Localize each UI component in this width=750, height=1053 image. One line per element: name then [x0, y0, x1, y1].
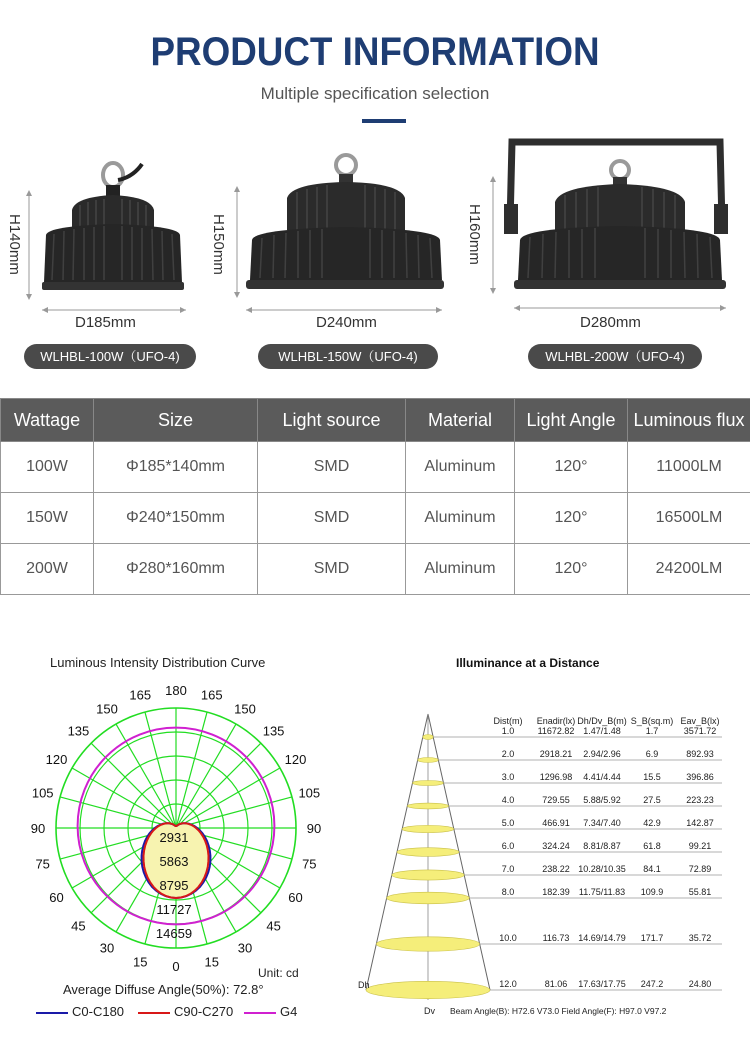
angle-label: 90	[30, 821, 46, 836]
angle-label: 105	[298, 785, 321, 801]
angle-label: 30	[99, 940, 115, 956]
illum-ellipse	[376, 937, 479, 951]
ring-value-label: 2931	[159, 830, 189, 845]
illum-cell: 17.63/17.75	[578, 979, 626, 989]
product-height-100w: H140mm	[6, 214, 23, 275]
angle-label: 135	[262, 723, 285, 739]
legend-swatch	[36, 1012, 68, 1014]
beam-angle-footer: Beam Angle(B): H72.6 V73.0 Field Angle(F): H97.0 V97.2	[450, 1006, 667, 1016]
dh-label: Dh	[358, 980, 370, 990]
product-height-150w: H150mm	[210, 214, 227, 275]
illum-cell: 8.0	[501, 887, 515, 897]
height-arrow-150w	[234, 186, 240, 298]
header-light-angle: Light Angle	[515, 399, 628, 442]
legend-item-c0: C0-C180	[36, 1004, 124, 1019]
angle-label: 120	[45, 752, 68, 767]
cell-material: Aluminum	[406, 442, 515, 493]
cell-size: Φ280*160mm	[94, 544, 258, 595]
cell-wattage: 200W	[1, 544, 94, 595]
legend-item-g4: G4	[244, 1004, 297, 1019]
product-image-150w	[242, 150, 447, 320]
polar-chart	[0, 680, 340, 980]
angle-label: 75	[302, 856, 317, 872]
cell-light-source: SMD	[258, 544, 406, 595]
cell-light-angle: 120°	[515, 442, 628, 493]
illum-cell: 5.0	[501, 818, 515, 828]
grid-spoke	[176, 768, 280, 828]
illum-ellipse	[397, 848, 459, 857]
table-row	[1, 544, 750, 595]
illum-cell: 4.0	[501, 795, 515, 805]
header-size: Size	[94, 399, 258, 442]
spec-table	[0, 398, 750, 595]
angle-label: 150	[96, 701, 118, 717]
illum-cell: 182.39	[542, 887, 570, 897]
angle-label: 60	[49, 890, 64, 905]
grid-spoke	[72, 768, 176, 828]
illum-cell: 3.0	[501, 772, 515, 782]
illum-cell: 10.28/10.35	[578, 864, 626, 874]
illum-cell: 1.47/1.48	[583, 726, 621, 736]
angle-label: 45	[266, 918, 281, 934]
legend-swatch	[244, 1012, 276, 1014]
product-height-200w: H160mm	[466, 204, 483, 265]
angle-label: 135	[67, 723, 90, 739]
illum-header: Dh/Dv_B(m)	[577, 716, 627, 726]
height-arrow-100w	[26, 190, 32, 300]
illum-cell: 109.9	[640, 887, 664, 897]
polar-average-angle: Average Diffuse Angle(50%): 72.8°	[63, 982, 264, 997]
legend-swatch	[138, 1012, 170, 1014]
angle-label: 150	[234, 701, 256, 717]
illum-cell: 2.94/2.96	[583, 749, 621, 759]
illum-cell: 72.89	[688, 864, 712, 874]
product-width-200w: D280mm	[580, 314, 641, 331]
illum-cell: 6.9	[645, 749, 659, 759]
cell-wattage: 150W	[1, 493, 94, 544]
illum-cell: 8.81/8.87	[583, 841, 621, 851]
illum-cell: 10.0	[499, 933, 517, 943]
cell-light-source: SMD	[258, 442, 406, 493]
illuminance-title: Illuminance at a Distance	[456, 656, 600, 670]
cell-luminous-flux: 24200LM	[628, 544, 750, 595]
header-light-source: Light source	[258, 399, 406, 442]
cell-wattage: 100W	[1, 442, 94, 493]
illum-cell: 24.80	[688, 979, 712, 989]
angle-label: 105	[31, 785, 54, 801]
cell-size: Φ240*150mm	[94, 493, 258, 544]
page-title: PRODUCT INFORMATION	[150, 30, 600, 74]
grid-spoke	[176, 743, 261, 828]
illum-cell: 142.87	[686, 818, 714, 828]
ring-value-label: 14659	[155, 926, 193, 941]
product-image-100w	[30, 150, 200, 320]
illum-cell: 11.75/11.83	[578, 887, 626, 897]
cell-light-angle: 120°	[515, 544, 628, 595]
angle-label: 60	[288, 890, 303, 905]
page-subtitle: Multiple specification selection	[260, 84, 490, 103]
product-model-150w: WLHBL-150W（UFO-4)	[258, 344, 438, 369]
angle-label: 90	[306, 821, 322, 836]
spec-table-header	[1, 399, 750, 442]
table-row	[1, 493, 750, 544]
illum-header: Eav_B(lx)	[680, 716, 720, 726]
illum-cell: 729.55	[542, 795, 570, 805]
grid-spoke	[176, 724, 236, 828]
illum-cell: 12.0	[499, 979, 517, 989]
angle-label: 165	[129, 687, 152, 703]
illum-cell: 11672.82	[537, 726, 575, 736]
illum-cell: 223.23	[686, 795, 714, 805]
illum-ellipse	[387, 892, 470, 904]
illum-cell: 55.81	[688, 887, 712, 897]
angle-label: 120	[284, 752, 307, 767]
height-arrow-200w	[490, 176, 496, 294]
illum-cell: 81.06	[544, 979, 568, 989]
table-row	[1, 442, 750, 493]
illum-cell: 99.21	[688, 841, 712, 851]
illum-cell: 2918.21	[539, 749, 573, 759]
angle-label: 15	[204, 954, 219, 970]
cell-size: Φ185*140mm	[94, 442, 258, 493]
illum-cell: 4.41/4.44	[583, 772, 621, 782]
illum-header: S_B(sq.m)	[630, 716, 674, 726]
illum-cell: 324.24	[542, 841, 570, 851]
grid-spoke	[116, 724, 176, 828]
illum-ellipse	[407, 803, 448, 809]
illum-cell: 2.0	[501, 749, 515, 759]
illum-cell: 27.5	[643, 795, 661, 805]
header-material: Material	[406, 399, 515, 442]
angle-label: 30	[237, 940, 253, 956]
ring-value-label: 5863	[159, 854, 189, 869]
grid-spoke	[91, 743, 176, 828]
illum-ellipse	[413, 781, 444, 786]
illum-ellipse	[392, 870, 464, 880]
cell-luminous-flux: 16500LM	[628, 493, 750, 544]
illum-cell: 3571.72	[683, 726, 717, 736]
angle-label: 75	[35, 856, 50, 872]
angle-label: 0	[172, 959, 180, 974]
cell-material: Aluminum	[406, 493, 515, 544]
dv-label: Dv	[424, 1006, 435, 1016]
illum-cell: 84.1	[643, 864, 661, 874]
product-width-100w: D185mm	[75, 314, 136, 331]
ring-value-label: 8795	[159, 878, 189, 893]
angle-label: 165	[200, 687, 223, 703]
polar-chart-title: Luminous Intensity Distribution Curve	[50, 655, 266, 670]
illum-cell: 892.93	[686, 749, 714, 759]
illum-cell: 42.9	[643, 818, 661, 828]
illum-cell: 35.72	[688, 933, 712, 943]
illum-cell: 238.22	[542, 864, 570, 874]
illum-cell: 1.0	[501, 726, 515, 736]
illum-header: Enadir(lx)	[536, 716, 576, 726]
product-model-200w: WLHBL-200W（UFO-4)	[528, 344, 702, 369]
cell-light-source: SMD	[258, 493, 406, 544]
product-image-200w	[500, 132, 732, 318]
illum-cell: 6.0	[501, 841, 515, 851]
product-width-150w: D240mm	[316, 314, 377, 331]
illum-ellipse	[402, 825, 454, 832]
illum-cell: 171.7	[640, 933, 664, 943]
header-wattage: Wattage	[1, 399, 94, 442]
illum-cell: 1296.98	[539, 772, 573, 782]
illum-cell: 7.0	[501, 864, 515, 874]
illum-cell: 61.8	[643, 841, 661, 851]
illum-ellipse	[366, 981, 490, 998]
angle-label: 15	[133, 954, 148, 970]
angle-label: 45	[71, 918, 86, 934]
illum-cell: 466.91	[542, 818, 570, 828]
illuminance-diagram	[350, 710, 746, 1020]
legend-item-c90: C90-C270	[138, 1004, 233, 1019]
cell-material: Aluminum	[406, 544, 515, 595]
angle-label: 180	[165, 683, 187, 698]
cell-luminous-flux: 11000LM	[628, 442, 750, 493]
polar-unit: Unit: cd	[258, 966, 299, 980]
illum-cell: 15.5	[643, 772, 661, 782]
illum-cell: 1.7	[645, 726, 659, 736]
illum-cell: 247.2	[640, 979, 664, 989]
illum-cell: 14.69/14.79	[578, 933, 626, 943]
illum-ellipse	[418, 758, 439, 763]
cell-light-angle: 120°	[515, 493, 628, 544]
illum-cell: 116.73	[542, 933, 570, 943]
ring-value-label: 11727	[156, 902, 192, 917]
title-underline	[362, 119, 406, 123]
illum-ellipse	[423, 735, 433, 740]
illum-cell: 7.34/7.40	[583, 818, 621, 828]
illum-cell: 5.88/5.92	[583, 795, 621, 805]
product-model-100w: WLHBL-100W（UFO-4)	[24, 344, 196, 369]
illum-cell: 396.86	[686, 772, 714, 782]
illum-header: Dist(m)	[493, 716, 523, 726]
header-luminous-flux: Luminous flux	[628, 399, 750, 442]
